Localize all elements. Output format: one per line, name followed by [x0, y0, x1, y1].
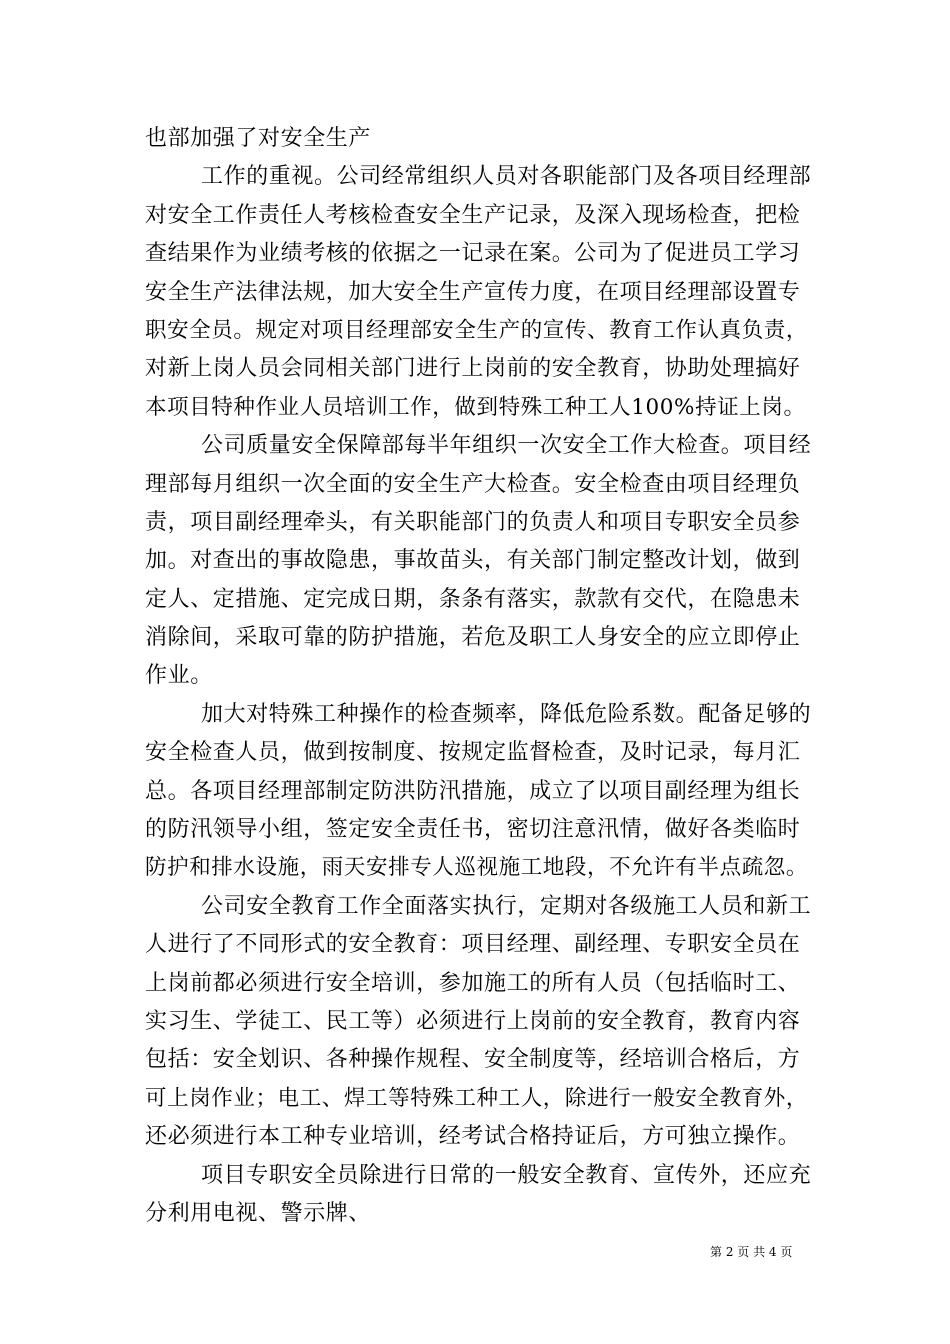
page-number: 第 2 页 共 4 页: [710, 1245, 793, 1259]
text-line: 也部加强了对安全生产: [145, 126, 372, 151]
text-line: 工作的重视。公司经常组织人员对各职能部门及各项目经理部: [201, 164, 812, 190]
text-line: 定人、定措施、定完成日期，条条有落实，款款有交代，在隐患未: [145, 586, 801, 612]
text-line: 对安全工作责任人考核检查安全生产记录，及深入现场检查，把检: [145, 202, 801, 228]
text-line: 人进行了不同形式的安全教育：项目经理、副经理、专职安全员在: [145, 932, 801, 958]
text-line: 加。对查出的事故隐患，事故苗头，有关部门制定整改计划，做到: [145, 548, 801, 574]
text-line: 防护和排水设施，雨天安排专人巡视施工地段，不允许有半点疏忽。: [145, 855, 809, 881]
text-line: 责，项目副经理牵头，有关职能部门的负责人和项目专职安全员参: [145, 509, 801, 535]
text-line: 安全生产法律法规，加大安全生产宣传力度，在项目经理部设置专: [145, 279, 801, 305]
text-line: 上岗前都必须进行安全培训，参加施工的所有人员（包括临时工、: [145, 970, 801, 996]
text-line: 包括：安全划识、各种操作规程、安全制度等，经培训合格后，方: [145, 1047, 801, 1073]
text-line: 作业。: [145, 663, 213, 689]
text-line: 实习生、学徒工、民工等）必须进行上岗前的安全教育，教育内容: [145, 1008, 801, 1034]
text-line: 对新上岗人员会同相关部门进行上岗前的安全教育，协助处理搞好: [145, 356, 801, 382]
text-line: 的防汛领导小组，签定安全责任书，密切注意汛情，做好各类临时: [145, 817, 801, 843]
text-line: 项目专职安全员除进行日常的一般安全教育、宣传外，还应充: [201, 1162, 812, 1188]
text-line: 安全检查人员，做到按制度、按规定监督检查，及时记录，每月汇: [145, 740, 801, 766]
text-line: 还必须进行本工种专业培训，经考试合格持证后，方可独立操作。: [145, 1124, 801, 1150]
text-line: 可上岗作业；电工、焊工等特殊工种工人，除进行一般安全教育外，: [145, 1085, 809, 1111]
text-line: 理部每月组织一次全面的安全生产大检查。安全检查由项目经理负: [145, 471, 801, 497]
body-text: [145, 120, 815, 1233]
text-line: 消除间，采取可靠的防护措施，若危及职工人身安全的应立即停止: [145, 625, 801, 651]
text-line: 加大对特殊工种操作的检查频率，降低危险系数。配备足够的: [201, 701, 812, 727]
text-line: 总。各项目经理部制定防洪防汛措施，成立了以项目副经理为组长: [145, 778, 801, 804]
text-line: 本项目特种作业人员培训工作，做到特殊工种工人100%持证上岗。: [145, 394, 806, 420]
text-line: 公司质量安全保障部每半年组织一次安全工作大检查。项目经: [201, 433, 812, 459]
text-line: 分利用电视、警示牌、: [145, 1200, 372, 1226]
text-line: 职安全员。规定对项目经理部安全生产的宣传、教育工作认真负责，: [145, 317, 809, 343]
text-line: 查结果作为业绩考核的依据之一记录在案。公司为了促进员工学习: [145, 241, 801, 267]
text-line: 公司安全教育工作全面落实执行，定期对各级施工人员和新工: [201, 893, 812, 919]
